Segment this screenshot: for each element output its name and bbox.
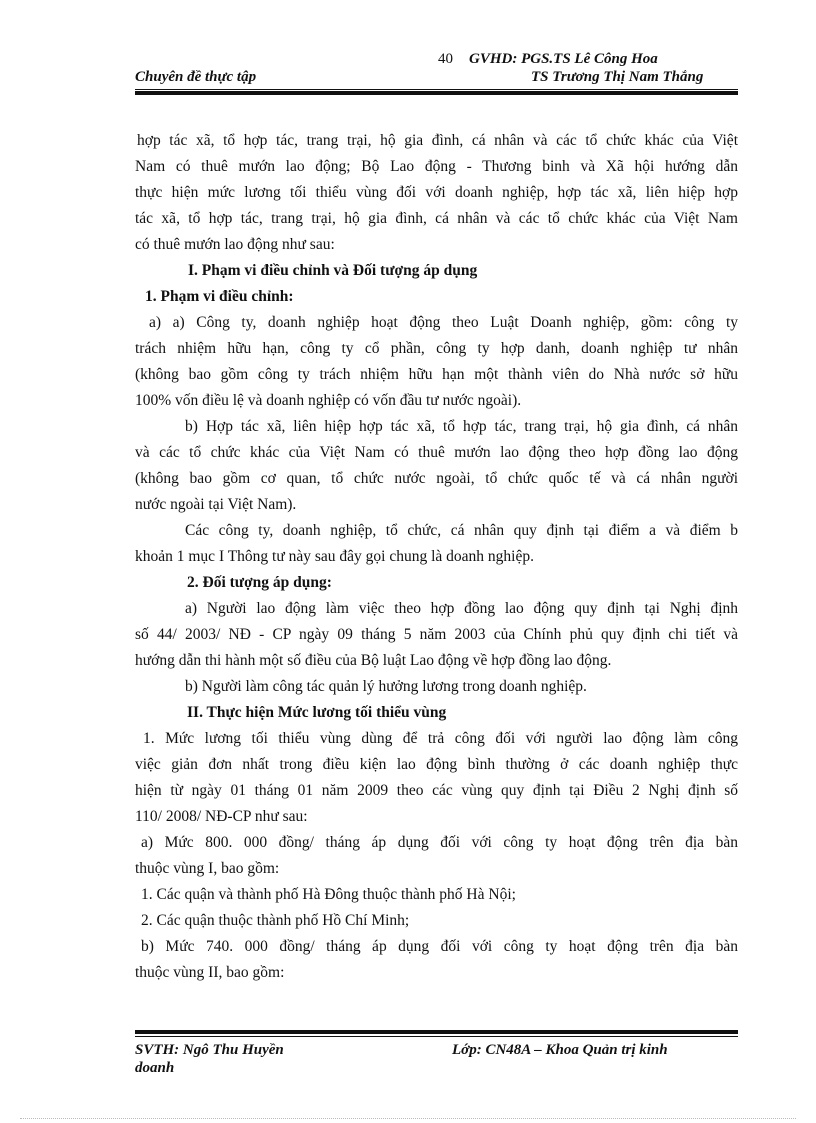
footer-rule-thick xyxy=(135,1030,738,1034)
body-line: a) Mức 800. 000 đồng/ tháng áp dụng đối với công ty hoạt động trên địa bàn xyxy=(141,834,738,851)
subsection-heading: 2. Đối tượng áp dụng: xyxy=(187,574,332,591)
body-line: thuộc vùng I, bao gồm: xyxy=(135,860,280,877)
body-line: hiện từ ngày 01 tháng 01 năm 2009 theo các vùng quy định tại Điều 2 Nghị định số xyxy=(135,782,738,799)
class-info-continued: doanh xyxy=(135,1060,175,1076)
body-line: thuộc vùng II, bao gồm: xyxy=(135,964,285,981)
body-line: và các tổ chức khác của Việt Nam có thuê mướn lao động theo hợp đồng lao động xyxy=(135,444,738,461)
body-line: khoản 1 mục I Thông tư này sau đây gọi chung là doanh nghiệp. xyxy=(135,548,534,565)
supervisor-line-1: GVHD: PGS.TS Lê Công Hoa xyxy=(469,51,658,67)
header-rule-thick xyxy=(135,91,738,95)
body-line: việc giản đơn nhất trong điều kiện lao động bình thường ở các doanh nghiệp thực xyxy=(135,756,738,773)
footer-rule-thin xyxy=(135,1036,738,1037)
body-line: Nam có thuê mướn lao động; Bộ Lao động - Thương binh và Xã hội hướng dẫn xyxy=(135,158,738,175)
body-line: tác xã, tổ hợp tác, trang trại, hộ gia đình, cá nhân và các tổ chức khác của Việt Nam xyxy=(135,210,738,227)
body-line: hợp tác xã, tổ hợp tác, trang trại, hộ gia đình, cá nhân và các tổ chức khác của Việt xyxy=(137,132,738,149)
class-info: Lớp: CN48A – Khoa Quản trị kinh xyxy=(452,1042,668,1058)
page-bottom-divider xyxy=(20,1118,796,1119)
body-line: hướng dẫn thi hành một số điều của Bộ luật Lao động về hợp đồng lao động. xyxy=(135,652,612,669)
body-line: 110/ 2008/ NĐ-CP như sau: xyxy=(135,808,308,825)
body-line: (không bao gồm cơ quan, tổ chức nước ngoài, tổ chức quốc tế và cá nhân người xyxy=(135,470,738,487)
body-line: b) Mức 740. 000 đồng/ tháng áp dụng đối với công ty hoạt động trên địa bàn xyxy=(141,938,738,955)
list-item: 2. Các quận thuộc thành phố Hồ Chí Minh; xyxy=(141,912,410,929)
page-number: 40 xyxy=(438,51,453,67)
header-rule-thin xyxy=(135,89,738,90)
student-name: SVTH: Ngô Thu Huyền xyxy=(135,1042,284,1058)
supervisor-line-2: TS Trương Thị Nam Thắng xyxy=(531,69,704,85)
subsection-heading: 1. Phạm vi điều chỉnh: xyxy=(145,288,294,305)
body-line: (không bao gồm công ty trách nhiệm hữu hạn một thành viên do Nhà nước sở hữu xyxy=(135,366,738,383)
body-line: 1. Mức lương tối thiểu vùng dùng để trả công đối với người lao động làm công xyxy=(143,730,738,747)
body-line: b) Người làm công tác quản lý hưởng lương trong doanh nghiệp. xyxy=(185,678,587,695)
body-line: số 44/ 2003/ NĐ - CP ngày 09 tháng 5 năm 2003 của Chính phủ quy định chi tiết và xyxy=(135,626,738,643)
list-item: 1. Các quận và thành phố Hà Đông thuộc thành phố Hà Nội; xyxy=(141,886,516,903)
section-heading: II. Thực hiện Mức lương tối thiểu vùng xyxy=(187,704,447,721)
body-line: b) Hợp tác xã, liên hiệp hợp tác xã, tổ hợp tác, trang trại, hộ gia đình, cá nhân xyxy=(185,418,738,435)
body-line: trách nhiệm hữu hạn, công ty cổ phần, công ty hợp danh, doanh nghiệp tư nhân xyxy=(135,340,738,357)
body-line: 100% vốn điều lệ và doanh nghiệp có vốn đầu tư nước ngoài). xyxy=(135,392,522,409)
body-line: thực hiện mức lương tối thiểu vùng đối với doanh nghiệp, hợp tác xã, liên hiệp hợp xyxy=(135,184,738,201)
doc-title: Chuyên đề thực tập xyxy=(135,69,257,85)
body-line: a) Người lao động làm việc theo hợp đồng lao động quy định tại Nghị định xyxy=(185,600,738,617)
section-heading: I. Phạm vi điều chỉnh và Đối tượng áp dụng xyxy=(188,262,478,279)
body-line: có thuê mướn lao động như sau: xyxy=(135,236,335,253)
body-line: a) a) Công ty, doanh nghiệp hoạt động theo Luật Doanh nghiệp, gồm: công ty xyxy=(149,314,738,331)
body-line: nước ngoài tại Việt Nam). xyxy=(135,496,297,513)
body-line: Các công ty, doanh nghiệp, tổ chức, cá nhân quy định tại điểm a và điểm b xyxy=(185,522,738,539)
